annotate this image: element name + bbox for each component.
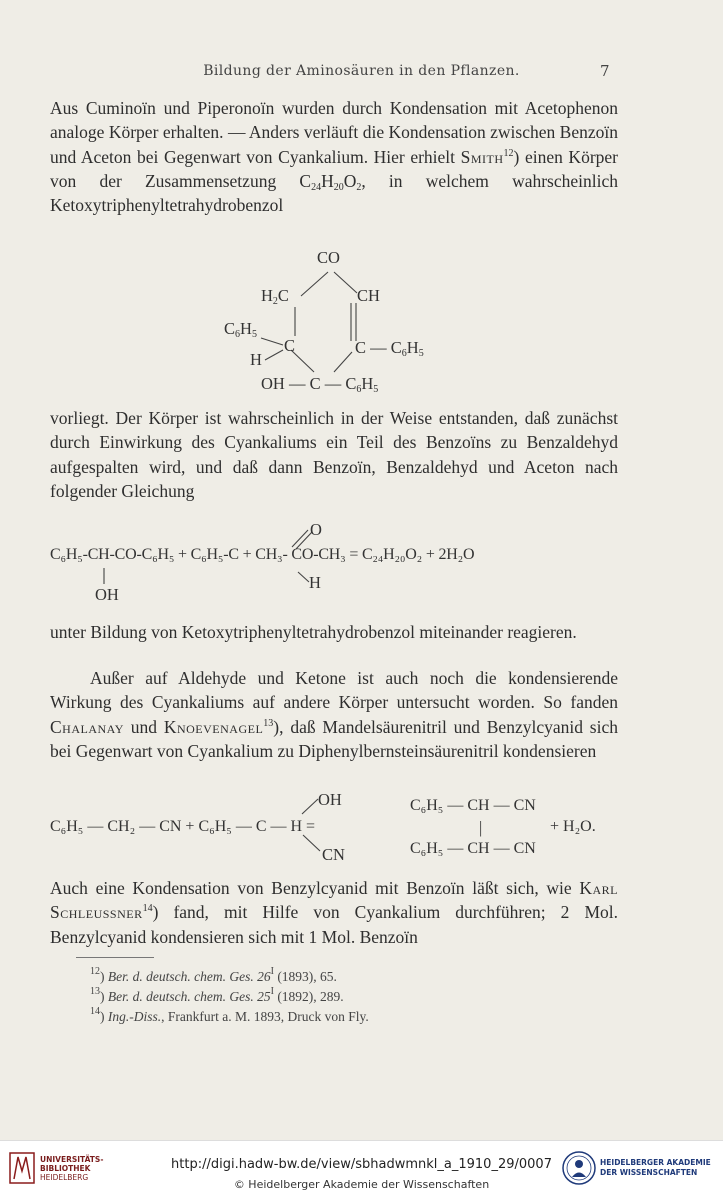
footnote-rule [76, 957, 154, 958]
eq1-h: H [309, 573, 321, 592]
eq2-product-top: C₆H₅ — CH — CN [410, 797, 536, 814]
fn12-rest: (1893), 65. [273, 969, 337, 984]
h-left: H [250, 350, 262, 369]
p1-sub-2: 2 [356, 181, 362, 193]
paragraph-3: unter Bildung von Ketoxytriphenyltetrahydrobenzol miteinander reagieren. [50, 622, 577, 642]
running-header: Bildung der Aminosäuren in den Pflanzen. [203, 63, 520, 79]
eq2-water: + H₂O. [550, 818, 596, 835]
p1-text-o: O [343, 170, 357, 191]
fn12-journal: Ber. d. deutsch. chem. Ges. [107, 969, 254, 984]
right-logo-line-2: DER WISSENSCHAFTEN [600, 1168, 698, 1177]
fn13-rest: (1892), 289. [273, 989, 344, 1004]
left-logo-line-1: UNIVERSITÄTS- [40, 1155, 104, 1164]
c-right-sub2: 5 [418, 348, 424, 359]
phenyl-left-h: H [240, 319, 252, 338]
c-right-h: H [406, 338, 419, 357]
right-logo-line-1: HEIDELBERGER AKADEMIE [600, 1158, 711, 1167]
p5-text-a: Auch eine Kondensation von Benzylcyanid mit Benzoïn läßt sich, wie [50, 878, 580, 898]
h2c-h: H [261, 286, 273, 305]
bottom-h: H [361, 374, 374, 393]
footnote-12: $^{12}$) Ber. d. deutsch. chem. Ges. $26^I$ (1893), 65. [90, 966, 337, 984]
footnote-ref-14: 14 [142, 903, 153, 915]
bottom-sub1: 6 [356, 384, 362, 395]
eq2-product-bottom: C₆H₅ — CH — CN [410, 840, 536, 857]
h2c-sub: 2 [272, 296, 278, 307]
c-left: C [284, 336, 296, 355]
fn12-vol: 26 [257, 969, 271, 984]
fn14-num: 14 [90, 1006, 100, 1017]
eq2-left-side: C₆H₅ — CH₂ — CN + C₆H₅ — C — H = [50, 818, 316, 835]
fn13-num: 13 [90, 986, 100, 997]
footnote-13: $^{13}$) Ber. d. deutsch. chem. Ges. $25^I$ (1892), 289. [90, 986, 344, 1004]
footnotes [90, 967, 369, 1027]
author-smith: Smith [460, 146, 504, 167]
h2c-c: C [277, 286, 289, 305]
h2c-group [261, 286, 289, 306]
fn13-journal: Ber. d. deutsch. chem. Ges. [107, 989, 254, 1004]
footnote-ref-13: 13 [263, 717, 274, 729]
p1-text-a: Aus Cuminoïn und Piperonoïn wurden durch Kondensation mit Acetophenon analoge Körper erhalten. — Anders verläuft die Kondensation zwischen Benzoïn und Aceton bei Gegenwart von Cyankalium. Hier erhielt [50, 98, 618, 167]
p1-text-e: , in welchem wahrscheinlich Ketoxytriphenyltetrahydrobenzol [50, 170, 618, 216]
paragraph-2: vorliegt. Der Körper ist wahrscheinlich in der Weise entstanden, daß zunächst durch Einwirkung des Cyankaliums ein Teil des Benzoïns zu Benzaldehyd aufgespalten wird, und daß dann Benzoïn, Benzaldehyd und Aceton nach folgender Gleichung [50, 408, 618, 501]
phenyl-left-c: C [224, 319, 236, 338]
footnote-ref-12: 12 [503, 147, 514, 159]
fn14-rest: , Frankfurt a. M. 1893, Druck von Fly. [161, 1009, 369, 1024]
p4-text-b: ), daß Mandelsäurenitril und Benzylcyanid sich bei Gegenwart von Cyankalium zu Diphenylbernsteinsäurenitril kondensieren [50, 716, 619, 761]
c-phenyl-right [355, 338, 424, 358]
phenyl-left [224, 319, 257, 339]
author-schleussner: Karl Schleussner [50, 878, 618, 923]
eq1-main-line: C₆H₅-CH-CO-C₆H₅ + C₆H₅-C + CH₃- CO-CH₃ = C₂₄H₂₀O₂ + 2H₂O [50, 546, 475, 563]
paragraph-5 [50, 876, 618, 949]
eq2-product-bar: | [479, 818, 483, 837]
carbonyl-co: CO [317, 248, 340, 267]
fn13-vol: 25 [257, 989, 271, 1004]
p4-text-a: Außer auf Aldehyde und Ketone ist auch noch die kondensierende Wirkung des Cyankaliums auf andere Körper untersucht worden. So fanden [50, 668, 618, 713]
bottom-sub2: 5 [373, 384, 379, 395]
eq1-oh: OH [95, 585, 119, 604]
page-number: 7 [600, 62, 610, 80]
academy-name [600, 1158, 711, 1178]
ch-group: CH [357, 286, 380, 305]
p4-und: und [123, 716, 164, 737]
fn14-journal: Ing.-Diss. [107, 1009, 162, 1024]
p1-text-b: ) einen Körper von der Zusammensetzung C [50, 146, 618, 191]
left-logo-line-3: HEIDELBERG [40, 1173, 89, 1182]
phenyl-left-sub1: 6 [235, 329, 241, 340]
fn12-num: 12 [90, 966, 100, 977]
p5-text-b: ) fand, mit Hilfe von Cyankalium durchführen; 2 Mol. Benzylcyanid kondensieren sich mit 1 Mol. Benzoïn [50, 902, 618, 947]
c-right-text: C — C [355, 338, 402, 357]
bottom-text: OH — C — C [261, 374, 357, 393]
author-knoevenagel: Knoevenagel [163, 716, 264, 737]
permalink-url[interactable]: http://digi.hadw-bw.de/view/sbhadwmnkl_a_1910_29/0007 [171, 1157, 552, 1172]
fn12-vol-sup: I [270, 966, 274, 977]
phenyl-left-sub2: 5 [251, 329, 257, 340]
viewer-footer [0, 1140, 723, 1196]
paragraph-4 [50, 666, 618, 763]
p1-sub-20: 20 [333, 181, 344, 193]
copyright-notice: © Heidelberger Akademie der Wissenschaften [233, 1178, 490, 1191]
academy-seal-icon [560, 1149, 598, 1187]
p1-text-h: H [321, 170, 334, 191]
eq2-cn: CN [322, 845, 345, 864]
c-right-sub1: 6 [401, 348, 407, 359]
author-chalanay: Chalanay [50, 716, 124, 737]
eq1-oxygen: O [310, 520, 322, 539]
left-logo-line-2: BIBLIOTHEK [40, 1164, 91, 1173]
oh-c-phenyl-bottom [261, 374, 378, 394]
fn13-vol-sup: I [270, 986, 274, 997]
footnote-14: $^{14}$) Ing.-Diss., Frankfurt a. M. 1893, Druck von Fly. [90, 1006, 369, 1024]
p1-sub-24: 24 [311, 181, 322, 193]
eq2-oh: OH [318, 790, 342, 809]
